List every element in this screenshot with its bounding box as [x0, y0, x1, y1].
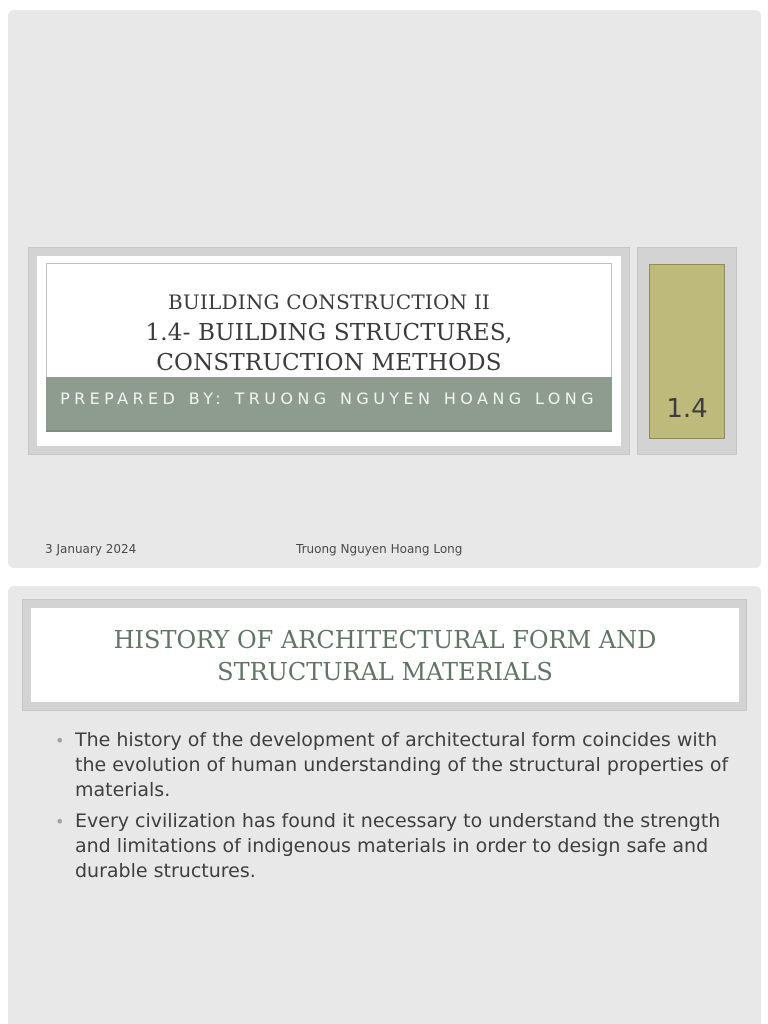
bullet-text: The history of the development of architectural form coincides with the evolution of human understanding of the structural properties of materials. [75, 729, 729, 801]
section-number-frame [637, 247, 737, 455]
title-slide [8, 10, 761, 568]
presenter-subtitle: PREPARED BY: TRUONG NGUYEN HOANG LONG [46, 377, 612, 432]
title-block [46, 263, 612, 377]
bullet-item [52, 809, 742, 884]
bullet-item [52, 728, 742, 803]
bullet-icon: • [55, 731, 65, 750]
bullet-text: Every civilization has found it necessary to understand the strength and limitations of indigenous materials in order to design safe and durable structures. [75, 810, 721, 882]
slide-heading: HISTORY OF ARCHITECTURAL FORM AND STRUCTURAL MATERIALS [31, 608, 739, 702]
heading-frame [22, 599, 747, 711]
footer-date: 3 January 2024 [45, 542, 137, 556]
course-title: BUILDING CONSTRUCTION II [167, 290, 491, 314]
title-card [37, 256, 621, 446]
bullet-icon: • [55, 812, 65, 831]
section-number: 1.4 [666, 394, 708, 424]
section-number-box [649, 264, 725, 439]
footer-author: Truong Nguyen Hoang Long [296, 542, 463, 556]
lecture-title: 1.4- BUILDING STRUCTURES, CONSTRUCTION METHODS [145, 320, 513, 376]
title-frame [28, 247, 630, 455]
bullet-list [52, 728, 742, 890]
content-slide [8, 586, 761, 1024]
